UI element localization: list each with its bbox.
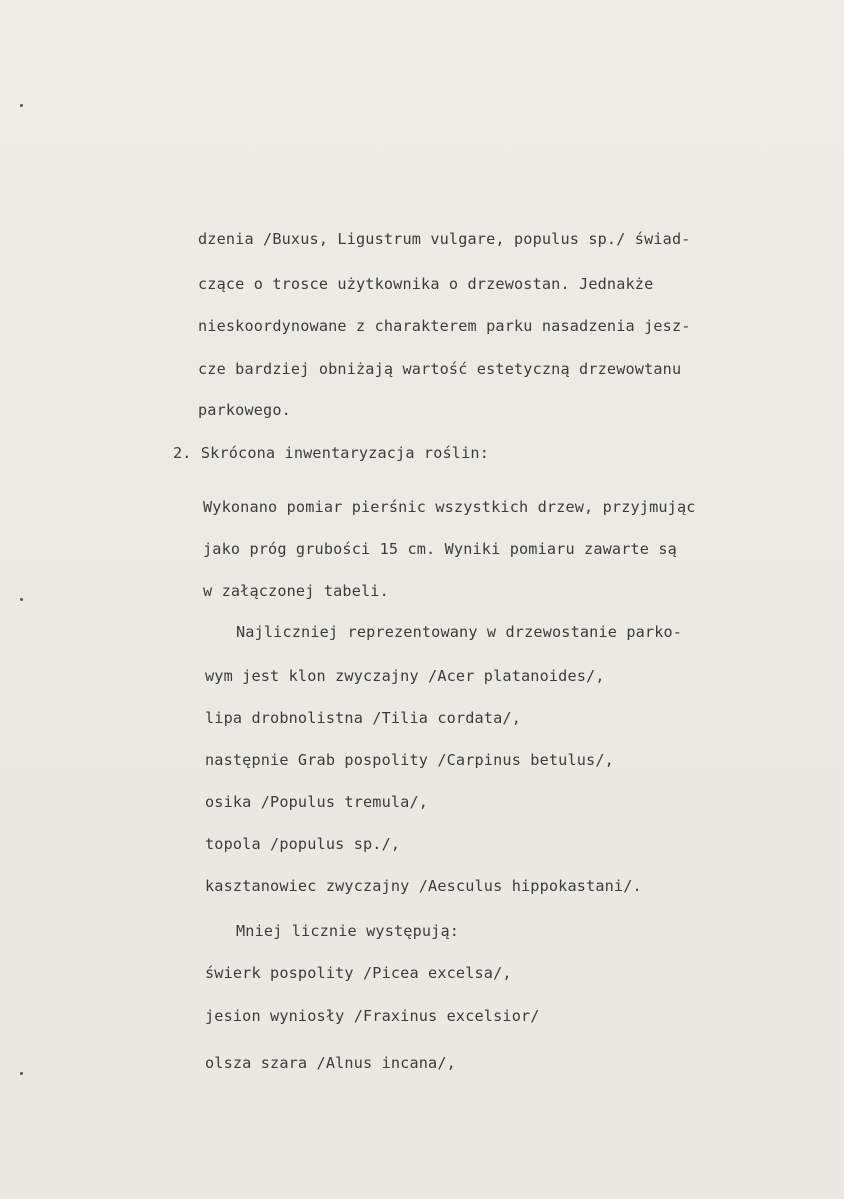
text-line: jako próg grubości 15 cm. Wyniki pomiaru zawarte są: [203, 540, 677, 558]
text-line: lipa drobnolistna /Tilia cordata/,: [205, 709, 521, 727]
text-line: świerk pospolity /Picea excelsa/,: [205, 964, 512, 982]
text-line: topola /populus sp./,: [205, 835, 401, 853]
section-heading: 2. Skrócona inwentaryzacja roślin:: [173, 444, 489, 462]
margin-dot: [20, 1072, 23, 1075]
text-line: wym jest klon zwyczajny /Acer platanoides/,: [205, 667, 605, 685]
text-line: nieskoordynowane z charakterem parku nasadzenia jesz-: [198, 317, 691, 335]
text-line: olsza szara /Alnus incana/,: [205, 1054, 456, 1072]
margin-dot: [20, 104, 23, 107]
text-line: w załączonej tabeli.: [203, 582, 389, 600]
text-line: czące o trosce użytkownika o drzewostan. Jednakże: [198, 275, 654, 293]
text-line: Najliczniej reprezentowany w drzewostanie parko-: [236, 623, 683, 641]
text-line: cze bardziej obniżają wartość estetyczną drzewowtanu: [198, 360, 682, 378]
text-line: Mniej licznie występują:: [236, 922, 460, 940]
margin-dot: [20, 598, 23, 601]
text-line: parkowego.: [198, 401, 291, 419]
text-line: kasztanowiec zwyczajny /Aesculus hippokastani/.: [205, 877, 642, 895]
text-line: osika /Populus tremula/,: [205, 793, 429, 811]
text-line: następnie Grab pospolity /Carpinus betulus/,: [205, 751, 614, 769]
text-line: jesion wyniosły /Fraxinus excelsior/: [205, 1007, 540, 1025]
text-line: Wykonano pomiar pierśnic wszystkich drzew, przyjmując: [203, 498, 696, 516]
text-line: dzenia /Buxus, Ligustrum vulgare, populus sp./ świad-: [198, 230, 691, 248]
